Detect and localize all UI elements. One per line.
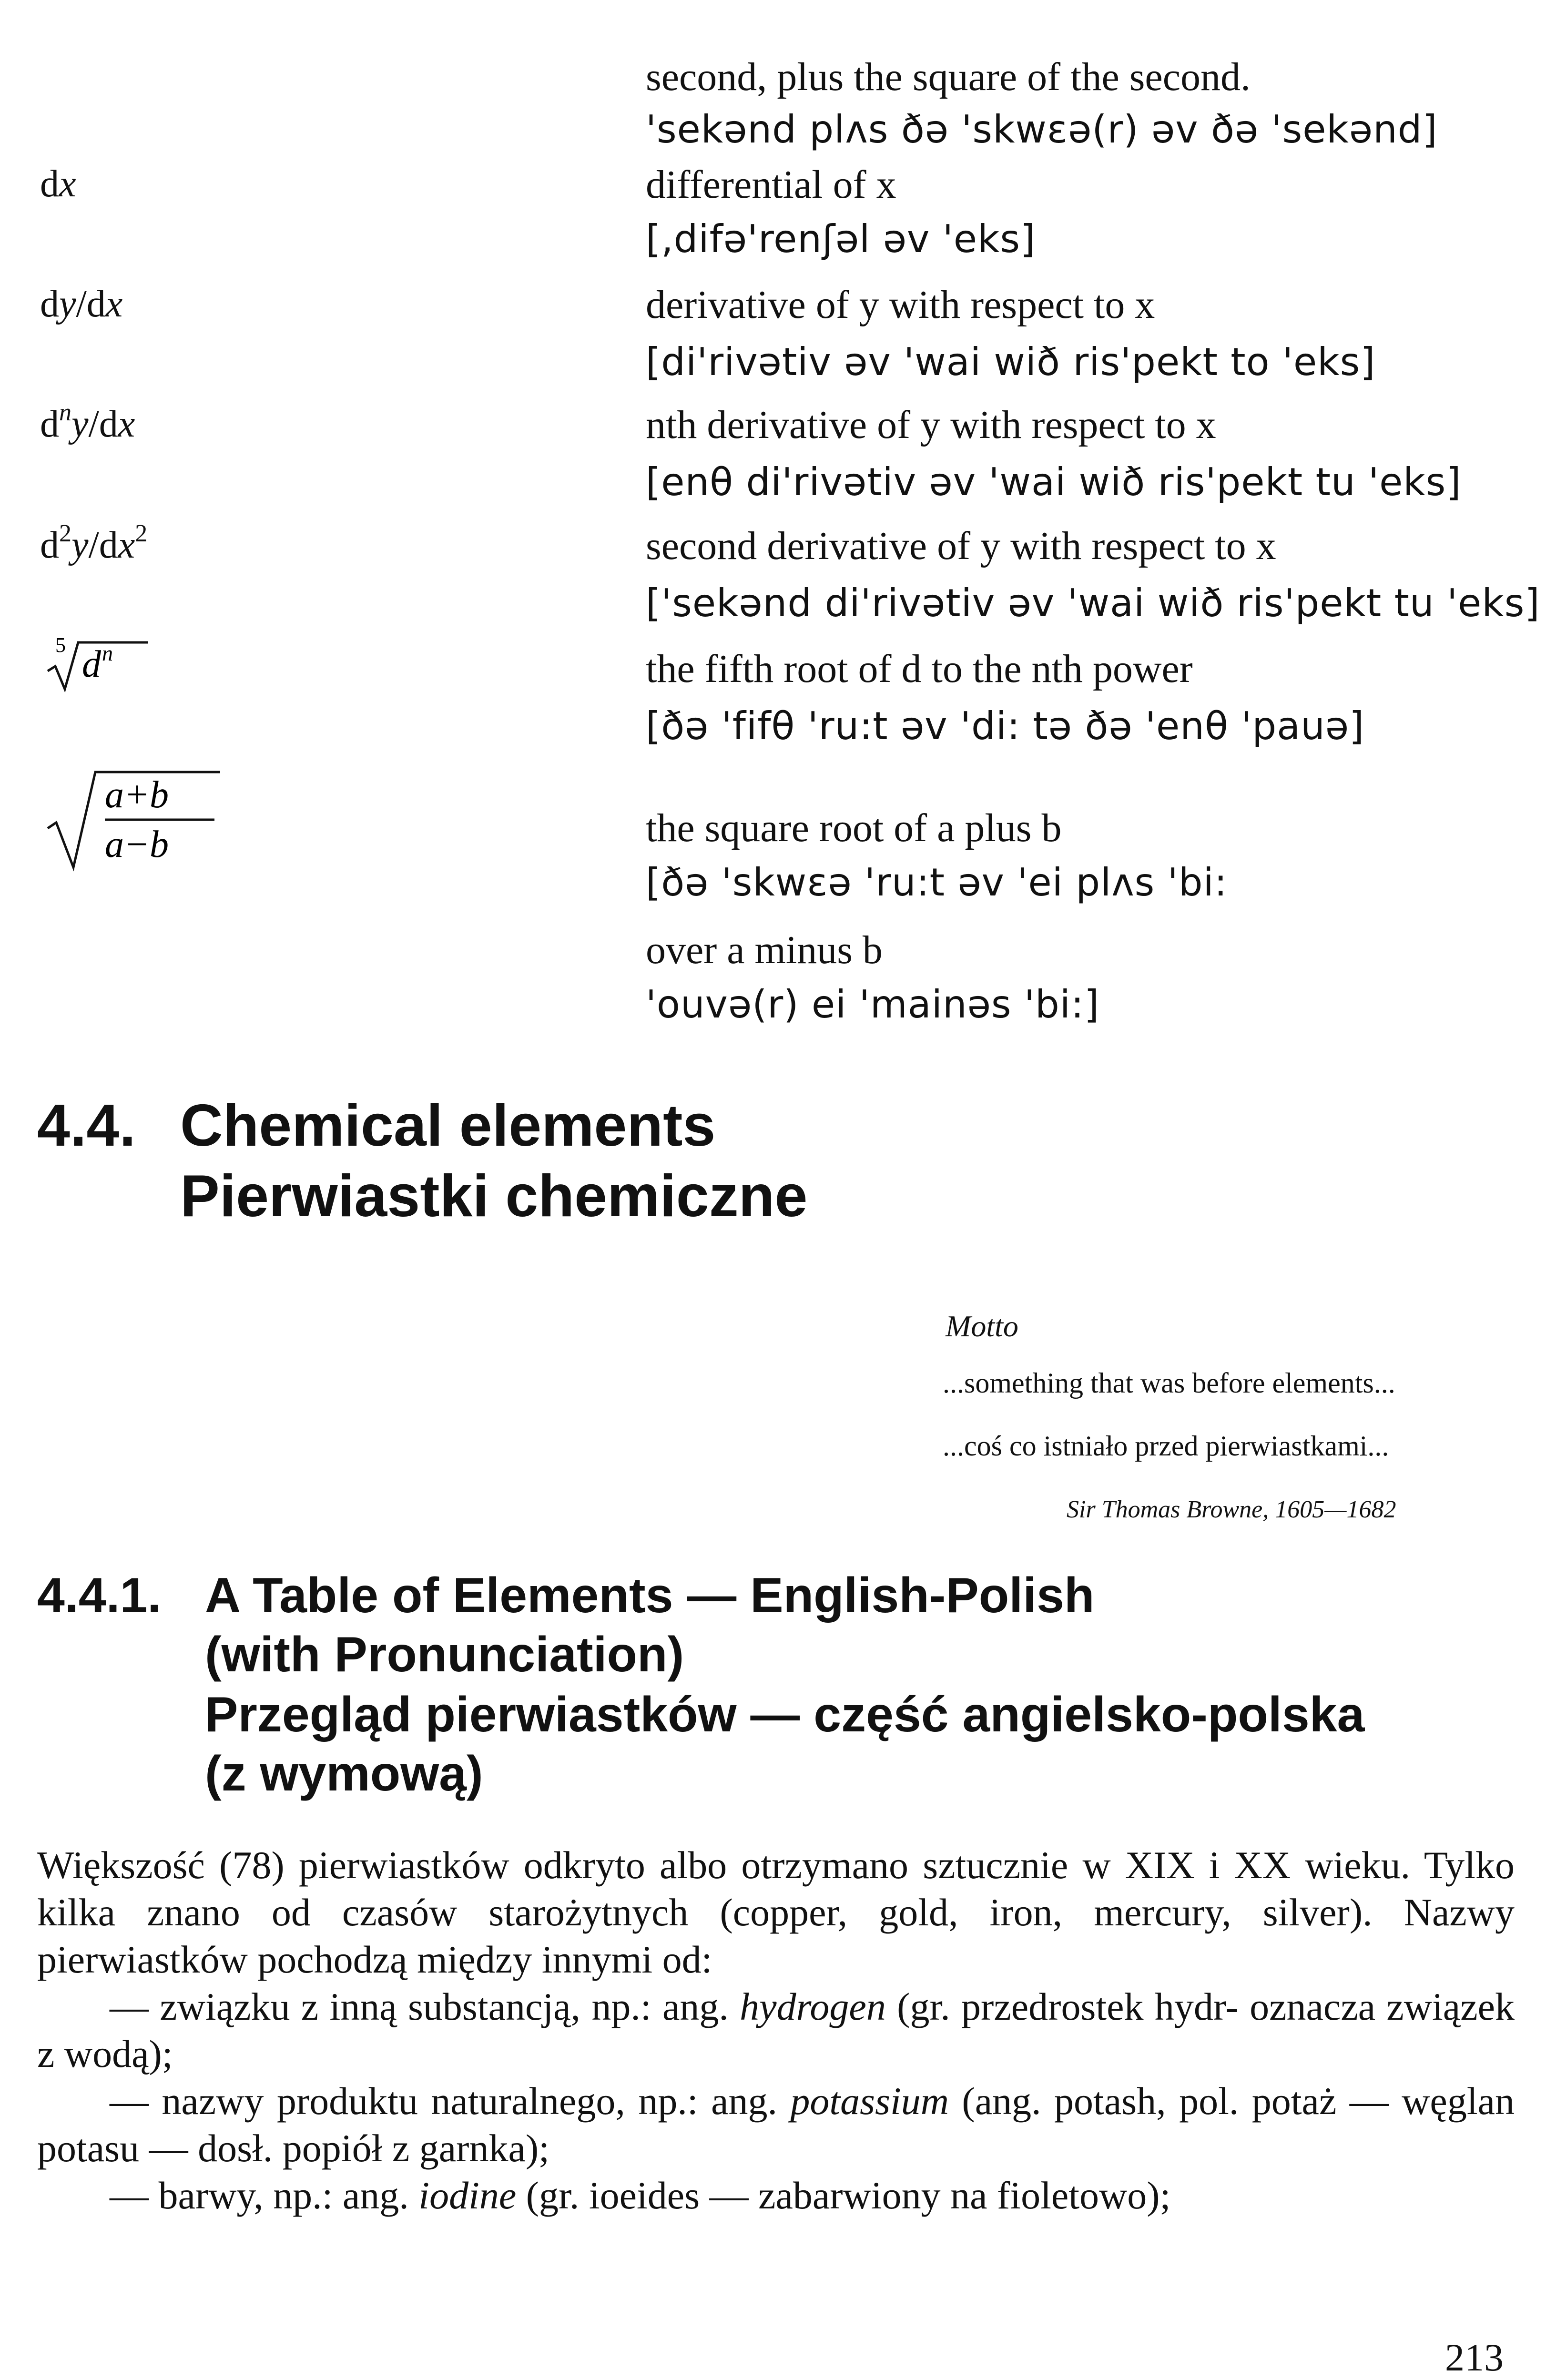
entry-phonetic: ['sekənd di'rivətiv əv 'wai wið ris'pekt tu 'eks] [646,581,1540,625]
math-expression-second-derivative: $d^2y/dx^2$ [40,520,148,566]
section-heading-4-4 [37,1093,136,1159]
math-expression-fifth-root [43,628,153,695]
math-expression-dx: dx [40,163,76,205]
body-list-item: — barwy, np.: ang. iodine (gr. ioeides — zabarwiony na fioletowo); [110,2174,1171,2217]
entry-english-continued: over a minus b [646,928,883,972]
entry-phonetic: [ðə 'skwεə 'ru:t əv 'ei plʌs 'bi: [646,860,1228,905]
section-number: 4.4. [37,1093,136,1159]
entry-phonetic-continued: 'ouvə(r) ei 'mainəs 'bi:] [646,982,1100,1027]
entry-phonetic: [,difə'renʃəl əv 'eks] [646,217,1036,261]
entry-phonetic: [ðə 'fifθ 'ru:t əv 'di: tə ðə 'enθ 'pauə] [646,704,1365,748]
svg-text:a+b: a+b [105,774,169,816]
motto-author: Sir Thomas Browne, 1605—1682 [1067,1496,1396,1523]
entry-english: derivative of y with respect to x [646,283,1155,327]
section-number-4-4-1: 4.4.1. [37,1568,162,1623]
body-list-item: — związku z inną substancją, np.: ang. hydrogen (gr. przedrostek hydr- oznacza związek z wodą); [37,1985,1515,2075]
entry-phonetic: [di'rivətiv əv 'wai wið ris'pekt to 'eks] [646,340,1376,384]
svg-text:d: d [82,643,101,685]
entry-english: the square root of a plus b [646,806,1062,850]
section-title-line: (with Pronunciation) [205,1627,684,1682]
section-title-line: A Table of Elements — English-Polish [205,1568,1095,1623]
body-list-item: — nazwy produktu naturalnego, np.: ang. potassium (ang. potash, pol. potaż — węglan potasu — dosł. popiół z garnka); [37,2079,1515,2170]
section-title-line: Przegląd pierwiastków — część angielsko-polska [205,1687,1365,1742]
entry-english: the fifth root of d to the nth power [646,647,1193,691]
body-paragraph: Większość (78) pierwiastków odkryto albo otrzymano sztucznie w XIX i XX wieku. Tylko kilka znano od czasów starożytnych (copper, gold, iron, mercury, silver). Nazwy pierwiastków pochodzą między innymi od: [37,1843,1515,1981]
section-title-line: (z wymową) [205,1746,483,1801]
svg-text:5: 5 [55,633,66,657]
entry-phonetic: 'sekənd plʌs ðə 'skwεə(r) əv ðə 'sekənd] [646,107,1438,152]
entry-phonetic: [enθ di'rivətiv əv 'wai wið ris'pekt tu 'eks] [646,460,1462,504]
page-number: 213 [1445,2336,1504,2379]
math-expression-square-root-fraction [43,762,224,876]
entry-english: second, plus the square of the second. [646,55,1251,99]
motto-label: Motto [946,1309,1018,1343]
svg-text:n: n [102,641,113,665]
motto-line-en: ...something that was before elements... [943,1367,1395,1399]
math-expression-dy-dx: dy/dx [40,283,123,325]
motto-line-pl: ...coś co istniało przed pierwiastkami... [943,1430,1389,1462]
section-title-en: Chemical elements [180,1093,716,1159]
entry-english: nth derivative of y with respect to x [646,403,1216,447]
svg-text:a−b: a−b [105,824,169,865]
entry-english: differential of x [646,163,896,207]
section-title-pl: Pierwiastki chemiczne [180,1163,808,1229]
body-text [37,1841,1515,2219]
entry-english: second derivative of y with respect to x [646,524,1276,568]
math-expression-nth-derivative: $d^ny/dx$ [40,399,135,445]
